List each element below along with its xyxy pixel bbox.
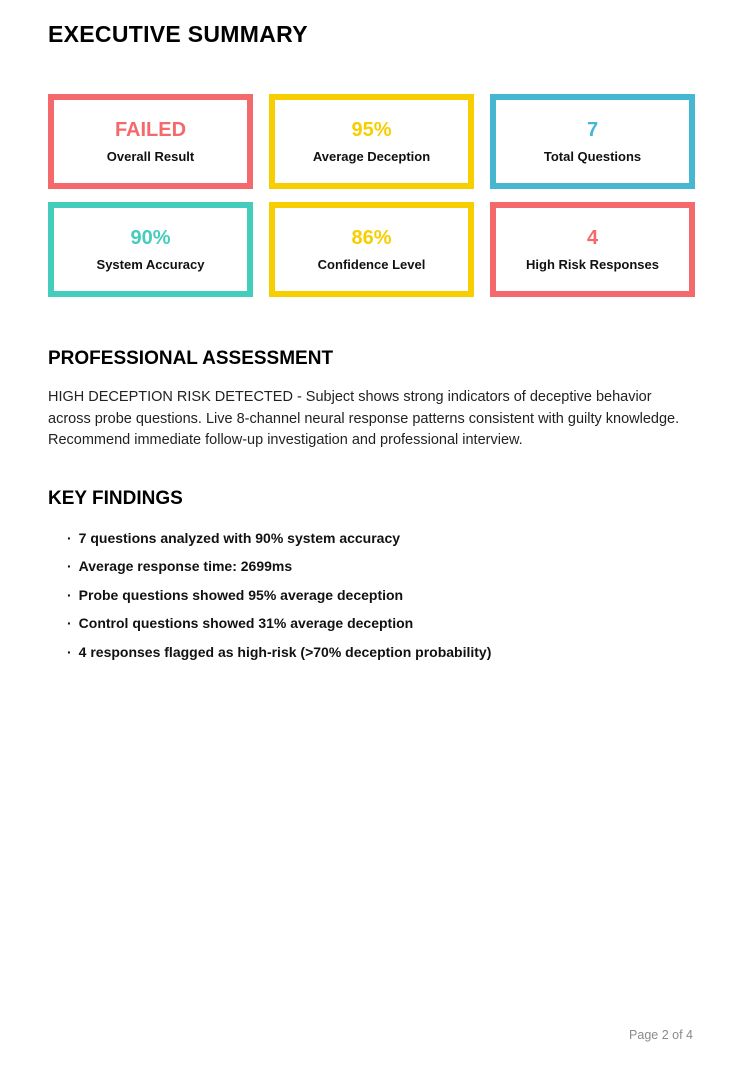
summary-cards [48,94,695,297]
report-page [0,21,743,659]
page-title: EXECUTIVE SUMMARY [48,21,308,47]
stat-value: 7 [586,119,599,141]
finding-item [67,531,695,545]
finding-text: Control questions showed 31% average deception [78,615,414,631]
stat-card-high-risk-responses [490,202,695,297]
stat-card-overall-result [48,94,253,189]
stat-card-average-deception [269,94,474,189]
bullet-icon: · [67,558,72,574]
stat-value: FAILED [114,119,187,141]
assessment-body: HIGH DECEPTION RISK DETECTED - Subject shows strong indicators of deceptive behavior across probe questions. Live 8-channel neural response patterns consistent with guilty knowledge. Recommend immediate follow-up investigation and professional interview. [48,389,680,448]
stat-value: 90% [130,227,171,249]
stat-label: System Accuracy [96,257,205,272]
finding-text: Average response time: 2699ms [78,558,293,574]
stat-label: Total Questions [543,149,642,164]
stat-value: 86% [351,227,392,249]
bullet-icon: · [67,586,72,603]
stat-value: 4 [586,227,599,249]
finding-text: Probe questions showed 95% average deception [78,586,404,603]
assessment-heading: PROFESSIONAL ASSESSMENT [48,348,334,369]
finding-item [67,616,695,630]
finding-text: 7 questions analyzed with 90% system accuracy [78,529,401,546]
bullet-icon: · [67,529,72,546]
finding-item [67,559,695,573]
findings-heading: KEY FINDINGS [48,487,183,509]
stat-card-system-accuracy [48,202,253,297]
finding-item [67,645,695,659]
stat-label: Overall Result [106,149,195,164]
bullet-icon: · [67,643,72,660]
stat-label: Average Deception [312,149,431,164]
findings-list [48,531,695,659]
stat-label: Confidence Level [317,257,426,272]
finding-item [67,588,695,602]
finding-text: 4 responses flagged as high-risk (>70% deception probability) [78,643,492,660]
stat-card-confidence-level [269,202,474,297]
page-number: Page 2 of 4 [629,1028,693,1042]
stat-label: High Risk Responses [526,257,659,272]
stat-value: 95% [351,119,392,141]
bullet-icon: · [67,615,72,631]
stat-card-total-questions [490,94,695,189]
